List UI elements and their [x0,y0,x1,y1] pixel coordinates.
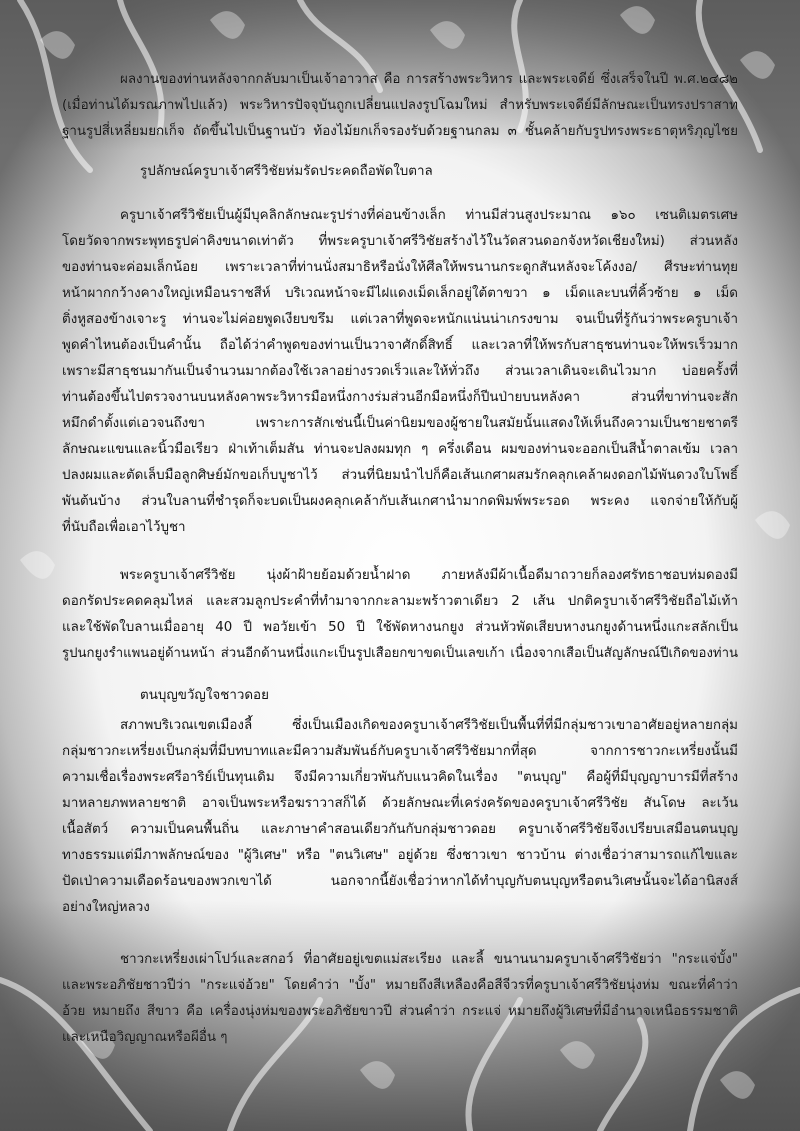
text-line: เนื้อสัตว์ ความเป็นคนพื้นถิ่น และภาษาคำสอนเดียวกันกับกลุ่มชาวดอย ครูบาเจ้าศรีวิชัยจึงเปรียบเสมือนตนบุญ [62,822,738,837]
section-heading-appearance [62,159,738,185]
text-line: สภาพบริเวณเขตเมืองลี้ ซึ่งเป็นเมืองเกิดของครูบาเจ้าศรีวิชัยเป็นพื้นที่ที่มีกลุ่มชาวเขาอาศัยอยู่หลายกลุ่ม [120,718,738,733]
paragraph-appearance [62,203,738,541]
text-line: ทางธรรมแต่มีภาพลักษณ์ของ "ผู้วิเศษ" หรือ "ตนวิเศษ" อยู่ด้วย ซึ่งชาวเขา ชาวบ้าน ต่างเชื่อว่าสามารถแก้ไขและ [62,848,738,863]
text-line: หน้าผากกว้างคางใหญ่เหมือนราชสีห์ บริเวณหน้าจะมีไฝแดงเม็ดเล็กอยู่ใต้ตาขวา ๑ เม็ดและบนที่คิ้วซ้าย ๑ เม็ด [62,286,738,301]
text-line: ที่นับถือเพื่อเอาไว้บูชา [62,520,186,535]
text-line: และใช้พัดใบลานเมื่ออายุ 40 ปี พอวัยเข้า 50 ปี ใช้พัดหางนกยูง ส่วนหัวพัดเสียบหางนกยูงด้านหนึ่งแกะสลักเป็น [62,620,738,635]
text-line: ปลงผมและตัดเล็บมือลูกศิษย์มักขอเก็บบูชาไว้ ส่วนที่นิยมนำไปก็คือเส้นเกศาผสมรักคลุกเคล้าผงดอกไม้พันดวงใบโพธิ์ [62,468,738,483]
text-line: มาหลายภพหลายชาติ อาจเป็นพระหรือฆราวาสก็ได้ ด้วยลักษณะที่เคร่งครัดของครูบาเจ้าศรีวิชัย สันโดษ ละเว้น [62,796,738,811]
text-line: ดอกรัดประคดคลุมไหล่ และสวมลูกประคำที่ทำมาจากกะลามะพร้าวตาเดียว 2 เส้น ปกติครูบาเจ้าศรีวิชัยถือไม้เท้า [62,594,738,609]
text-line: ฐานรูปสี่เหลี่ยมยกเก็จ ถัดขึ้นไปเป็นฐานบัว ท้องไม้ยกเก็จรองรับด้วยฐานกลม ๓ ชั้นคล้ายกับรูปทรงพระธาตุหริภุญไชย [62,124,738,139]
text-line: (เมื่อท่านได้มรณภาพไปแล้ว) พระวิหารปัจจุบันถูกเปลี่ยนแปลงรูปโฉมใหม่ สำหรับพระเจดีย์มีลักษณะเป็นทรงปราสาท [62,98,738,113]
text-line: ท่านต้องขึ้นไปตรวจงานบนหลังคาพระวิหารมือหนึ่งกางร่มส่วนอีกมือหนึ่งก็ปีนป่ายบนหลังคา ส่วนที่ขาท่านจะสัก [62,390,738,405]
text-line: พันต้นบ้าง ส่วนใบลานที่ชำรุดก็จะบดเป็นผงคลุกเคล้ากับเส้นเกศานำมากดพิมพ์พระรอด พระคง แจกจ่ายให้กับผู้ [62,494,738,509]
section-heading: ตนบุญขวัญใจชาวดอย [140,688,269,703]
text-line: ครูบาเจ้าศรีวิชัยเป็นผู้มีบุคลิกลักษณะรูปร่างที่ค่อนข้างเล็ก ท่านมีส่วนสูงประมาณ ๑๖๐ เซนติเมตรเศษ [120,208,738,223]
text-line: ความเชื่อเรื่องพระศรีอาริย์เป็นทุนเดิม จึงมีความเกี่ยวพันกับแนวคิดในเรื่อง "ตนบุญ" คือผู้ที่มีบุญญาบารมีที่สร้าง [62,770,738,785]
text-line: กลุ่มชาวกะเหรี่ยงเป็นกลุ่มที่มีบทบาทและมีความสัมพันธ์กับครูบาเจ้าศรีวิชัยมากที่สุด จากการชาวกะเหรี่ยงนั้นมี [62,744,738,759]
section-heading: รูปลักษณ์ครูบาเจ้าศรีวิชัยห่มรัดประคดถือพัดใบตาล [140,164,433,179]
text-line: หมึกดำตั้งแต่เอวจนถึงขา เพราะการสักเช่นนี้เป็นค่านิยมของผู้ชายในสมัยนั้นแสดงให้เห็นถึงความเป็นชายชาตรี [62,416,738,431]
text-line: อ้วย หมายถึง สีขาว คือ เครื่องนุ่งห่มของพระอภิชัยขาวปี ส่วนคำว่า กระแจ่ หมายถึงผู้วิเศษที่มีอำนาจเหนือธรรมชาติ [62,1004,738,1019]
paragraph-robes [62,563,738,667]
text-line: และพระอภิชัยชาวปีว่า "กระแจ่อ้วย" โดยคำว่า "บั้ง" หมายถึงสีเหลืองคือสีจีวรที่ครูบาเจ้าศรีวิชัยนุ่งห่ม ขณะที่คำว่า [62,978,738,993]
paragraph-hill-tribes [62,713,738,921]
paragraph-construction [62,67,738,145]
text-line: ชาวกะเหรี่ยงเผ่าโปว์และสกอว์ ที่อาศัยอยู่เขตแม่สะเรียง และลี้ ขนานนามครูบาเจ้าศรีวิชัยว่า "กระแจ่บั้ง" [120,952,738,967]
text-line: ติ่งหูสองข้างเจาะรู ท่านจะไม่ค่อยพูดเงียบขรึม แต่เวลาที่พูดจะหนักแน่นน่าเกรงขาม จนเป็นที่รู้กันว่าพระครูบาเจ้า [62,312,738,327]
text-line: โดยวัดจากพระพุทธรูปค่าคิงขนาดเท่าตัว ที่พระครูบาเจ้าศรีวิชัยสร้างไว้ในวัดสวนดอกจังหวัดเชียงใหม่) ส่วนหลัง [62,234,738,249]
paragraph-karen-names [62,947,738,1051]
text-line: เพราะมีสาธุชนมากันเป็นจำนวนมากต้องใช้เวลาอย่างรวดเร็วและให้ทั่วถึง ส่วนเวลาเดินจะเดินไวมาก บ่อยครั้งที่ [62,364,738,379]
text-line: อย่างใหญ่หลวง [62,900,150,915]
text-line: และเหนือวิญญาณหรือผีอื่น ๆ [62,1030,228,1045]
text-line: รูปนกยูงรำแพนอยู่ด้านหน้า ส่วนอีกด้านหนึ่งแกะเป็นรูปเสือยกขาขดเป็นเลขเก้า เนื่องจากเสือเป็นสัญลักษณ์ปีเกิดของท่าน [62,646,738,661]
text-line: ผลงานของท่านหลังจากกลับมาเป็นเจ้าอาวาส คือ การสร้างพระวิหาร และพระเจดีย์ ซึ่งเสร็จในปี พ.ศ.๒๔๘๒ [120,72,738,87]
text-line: ปัดเป่าความเดือดร้อนของพวกเขาได้ นอกจากนี้ยังเชื่อว่าหากได้ทำบุญกับตนบุญหรือตนวิเศษนั้นจะได้อานิสงส์ [62,874,738,889]
text-line: พระครูบาเจ้าศรีวิชัย นุ่งผ้าฝ้ายย้อมด้วยน้ำฝาด ภายหลังมีผ้าเนื้อดีมาถวายก็ลองศรัทธาชอบห่มดองมี [120,568,738,583]
section-heading-hill-tribes [62,683,738,709]
text-line: ของท่านจะค่อมเล็กน้อย เพราะเวลาที่ท่านนั่งสมาธิหรือนั่งให้ศีลให้พรนานกระดูกสันหลังจะโค้งงอ/ ศีรษะท่านทุย [62,260,738,275]
text-line: ลักษณะแขนและนิ้วมือเรียว ฝ่าเท้าเต็มสัน ท่านจะปลงผมทุก ๆ ครึ่งเดือน ผมของท่านจะออกเป็นสีน้ำตาลเข้ม เวลา [62,442,738,457]
text-line: พูดคำไหนต้องเป็นคำนั้น ถือได้ว่าคำพูดของท่านเป็นวาจาศักดิ์สิทธิ์ และเวลาที่ให้พรกับสาธุชนท่านจะให้พรเร็วมาก [62,338,738,353]
